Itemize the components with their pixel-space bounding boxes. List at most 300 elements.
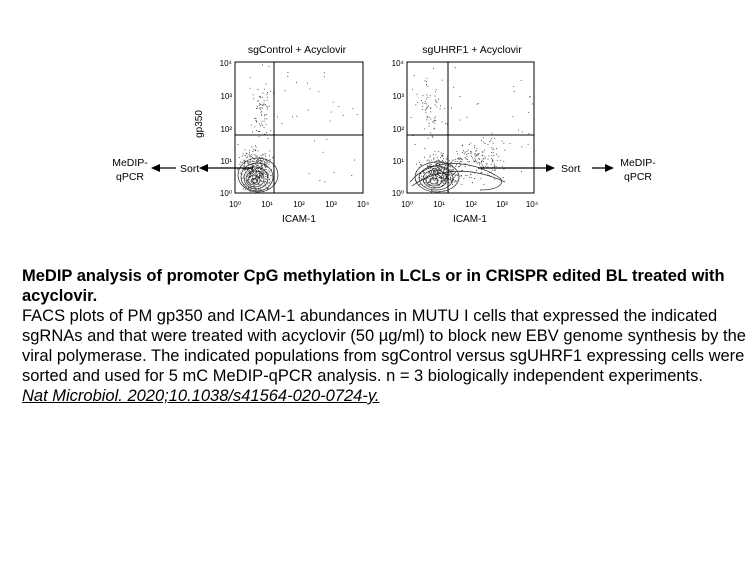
event-dot: [255, 164, 256, 165]
event-dot: [261, 107, 262, 108]
x-tick-label: 10¹: [433, 200, 445, 209]
event-dot: [459, 120, 460, 121]
event-dot: [310, 89, 311, 90]
event-dot: [419, 162, 420, 163]
event-dot: [260, 189, 261, 190]
event-dot: [267, 176, 268, 177]
event-dot: [240, 162, 241, 163]
event-dot: [256, 121, 257, 122]
event-dot: [412, 89, 413, 90]
y-tick-label: 10⁰: [391, 189, 404, 198]
sort-target-right-line2: qPCR: [623, 171, 653, 183]
event-dot: [268, 175, 269, 176]
event-dot: [430, 133, 431, 134]
event-dot: [443, 180, 444, 181]
event-dot: [423, 173, 424, 174]
event-dot: [429, 123, 430, 124]
event-dot: [440, 105, 441, 106]
event-dot: [267, 138, 268, 139]
sort-target-left-line1: MeDIP-: [112, 157, 148, 169]
event-dot: [449, 160, 450, 161]
event-dot: [464, 153, 465, 154]
event-dot: [440, 109, 441, 110]
event-dots-sgcontrol: [237, 64, 358, 192]
event-dot: [446, 162, 447, 163]
event-dot: [265, 153, 266, 154]
event-dot: [436, 177, 437, 178]
event-dot: [261, 166, 262, 167]
event-dot: [496, 154, 497, 155]
event-dot: [483, 142, 484, 143]
event-dot: [255, 118, 256, 119]
event-dot: [482, 164, 483, 165]
event-dot: [261, 155, 262, 156]
event-dot: [432, 137, 433, 138]
event-dot: [438, 160, 439, 161]
event-dot: [292, 116, 293, 117]
event-dot: [255, 154, 256, 155]
event-dot: [438, 167, 439, 168]
event-dot: [494, 164, 495, 165]
event-dot: [477, 148, 478, 149]
event-dot: [436, 163, 437, 164]
event-dot: [252, 166, 253, 167]
facs-panel-sgcontrol: [194, 44, 370, 225]
event-dot: [248, 163, 249, 164]
event-dot: [456, 181, 457, 182]
event-dot: [262, 171, 263, 172]
event-dot: [478, 153, 479, 154]
event-dot: [261, 171, 262, 172]
x-tick-label: 10⁰: [228, 200, 242, 209]
event-dot: [264, 161, 265, 162]
event-dot: [452, 184, 453, 185]
event-dot: [238, 144, 239, 145]
event-dot: [448, 173, 449, 174]
event-dot: [431, 190, 432, 191]
event-dot: [261, 124, 262, 125]
event-dot: [352, 108, 353, 109]
event-dot: [450, 177, 451, 178]
event-dot: [436, 101, 437, 102]
event-dot: [435, 96, 436, 97]
event-dot: [430, 111, 431, 112]
event-dot: [461, 161, 462, 162]
event-dot: [455, 172, 456, 173]
event-dot: [244, 161, 245, 162]
event-dot: [425, 101, 426, 102]
event-dot: [265, 156, 266, 157]
event-dot: [446, 169, 447, 170]
event-dot: [446, 171, 447, 172]
event-dot: [247, 163, 248, 164]
event-dot: [258, 170, 259, 171]
panel-title-sgcontrol: sgControl + Acyclovir: [247, 44, 347, 56]
event-dot: [472, 182, 473, 183]
x-tick-label: 10²: [465, 200, 477, 209]
event-dot: [479, 165, 480, 166]
event-dot: [451, 162, 452, 163]
event-dot: [444, 180, 445, 181]
event-dot: [254, 186, 255, 187]
event-dot: [254, 179, 255, 180]
event-dot: [521, 80, 522, 81]
event-dot: [456, 164, 457, 165]
x-tick-label: 10³: [325, 200, 337, 209]
event-dot: [491, 152, 492, 153]
event-dot: [267, 162, 268, 163]
event-dot: [494, 138, 495, 139]
event-dot: [433, 177, 434, 178]
event-dot: [259, 175, 260, 176]
event-dot: [261, 180, 262, 181]
event-dot: [488, 144, 489, 145]
event-dot: [251, 172, 252, 173]
event-dot: [503, 143, 504, 144]
event-dot: [461, 175, 462, 176]
event-dot: [248, 162, 249, 163]
event-dot: [250, 191, 251, 192]
sort-label-right: Sort: [561, 163, 581, 175]
event-dot: [262, 162, 263, 163]
event-dot: [429, 126, 430, 127]
event-dot: [250, 88, 251, 89]
event-dot: [455, 161, 456, 162]
event-dot: [250, 156, 251, 157]
event-dot: [459, 159, 460, 160]
y-tick-label: 10⁰: [219, 189, 232, 198]
event-dot: [268, 188, 269, 189]
event-dot: [422, 109, 423, 110]
event-dot: [251, 147, 252, 148]
event-dot: [334, 172, 335, 173]
event-dot: [441, 153, 442, 154]
event-dot: [482, 152, 483, 153]
event-dot: [438, 99, 439, 100]
event-dot: [270, 175, 271, 176]
event-dot: [471, 156, 472, 157]
event-dot: [260, 161, 261, 162]
event-dot: [246, 157, 247, 158]
event-dot: [244, 184, 245, 185]
event-dot: [264, 127, 265, 128]
event-dot: [308, 110, 309, 111]
event-dot: [445, 179, 446, 180]
event-dot: [442, 161, 443, 162]
event-dot: [259, 96, 260, 97]
event-dot: [478, 103, 479, 104]
event-dot: [449, 169, 450, 170]
event-dot: [262, 167, 263, 168]
event-dot: [498, 156, 499, 157]
event-dot: [270, 130, 271, 131]
event-dot: [264, 173, 265, 174]
sort-annotation-right: [478, 157, 656, 183]
event-dot: [489, 141, 490, 142]
event-dot: [251, 169, 252, 170]
event-dot: [425, 103, 426, 104]
event-dot: [265, 105, 266, 106]
y-tick-label: 10²: [392, 125, 404, 134]
event-dot: [462, 170, 463, 171]
event-dot: [430, 166, 431, 167]
event-dot: [457, 161, 458, 162]
event-dot: [427, 107, 428, 108]
event-dot: [267, 161, 268, 162]
event-dot: [330, 121, 331, 122]
event-dot: [485, 166, 486, 167]
event-dot: [459, 157, 460, 158]
event-dot: [433, 68, 434, 69]
event-dot: [444, 183, 445, 184]
caption-body: FACS plots of PM gp350 and ICAM-1 abundances in MUTU I cells that expressed the indicated sgRNAs and that were treated with acyclovir (50 µg/ml) to block new EBV genome synthesis by the viral polymerase. The indicated populations from sgControl versus sgUHRF1 expressing cells were sorted and used for 5 mC MeDIP-qPCR analysis. n = 3 biologically independent experiments.: [22, 307, 746, 385]
event-dot: [435, 104, 436, 105]
event-dot: [494, 179, 495, 180]
event-dot: [433, 154, 434, 155]
event-dot: [468, 153, 469, 154]
event-dot: [434, 118, 435, 119]
event-dot: [490, 140, 491, 141]
event-dot: [500, 160, 501, 161]
event-dot: [493, 152, 494, 153]
event-dot: [267, 97, 268, 98]
event-dot: [256, 120, 257, 121]
event-dot: [333, 102, 334, 103]
event-dot: [242, 156, 243, 157]
event-dot: [430, 157, 431, 158]
citation-link[interactable]: Nat Microbiol. 2020;10.1038/s41564-020-0724-y.: [22, 387, 380, 405]
event-dot: [270, 181, 271, 182]
event-dot: [268, 182, 269, 183]
event-dot: [326, 139, 327, 140]
event-dot: [262, 155, 263, 156]
event-dot: [492, 161, 493, 162]
event-dot: [472, 157, 473, 158]
event-dot: [462, 159, 463, 160]
y-ticks-sguhrf1: [392, 59, 405, 198]
event-dot: [451, 107, 452, 108]
event-dot: [261, 176, 262, 177]
event-dot: [466, 159, 467, 160]
event-dot: [442, 154, 443, 155]
event-dot: [422, 106, 423, 107]
event-dot: [466, 156, 467, 157]
event-dot: [459, 162, 460, 163]
facs-figure: [0, 0, 756, 260]
event-dot: [485, 158, 486, 159]
event-dot: [426, 95, 427, 96]
event-dot: [434, 158, 435, 159]
x-tick-label: 10⁴: [356, 200, 370, 209]
event-dot: [257, 106, 258, 107]
event-dot: [443, 158, 444, 159]
event-dot: [491, 138, 492, 139]
event-dot: [253, 161, 254, 162]
event-dot: [473, 160, 474, 161]
event-dot: [267, 94, 268, 95]
event-dot: [416, 164, 417, 165]
event-dot: [260, 175, 261, 176]
event-dot: [287, 76, 288, 77]
event-dot: [463, 150, 464, 151]
event-dot: [436, 168, 437, 169]
event-dot: [239, 164, 240, 165]
event-dot: [475, 156, 476, 157]
event-dot: [431, 164, 432, 165]
event-dot: [427, 86, 428, 87]
event-dot: [259, 157, 260, 158]
event-dot: [521, 171, 522, 172]
event-dot: [485, 143, 486, 144]
event-dot: [504, 150, 505, 151]
event-dot: [495, 170, 496, 171]
event-dot: [257, 168, 258, 169]
event-dot: [440, 165, 441, 166]
event-dot: [529, 97, 530, 98]
event-dot: [455, 180, 456, 181]
event-dot: [248, 175, 249, 176]
event-dot: [252, 180, 253, 181]
event-dot: [431, 173, 432, 174]
event-dot: [430, 168, 431, 169]
event-dot: [424, 157, 425, 158]
event-dot: [244, 155, 245, 156]
event-dot: [259, 103, 260, 104]
event-dots-sguhrf1: [411, 67, 533, 192]
event-dot: [263, 173, 264, 174]
event-dot: [261, 114, 262, 115]
event-dot: [478, 158, 479, 159]
event-dot: [435, 171, 436, 172]
event-dot: [429, 181, 430, 182]
event-dot: [438, 183, 439, 184]
event-dot: [257, 156, 258, 157]
event-dot: [491, 158, 492, 159]
event-dot: [471, 152, 472, 153]
event-dot: [267, 107, 268, 108]
event-dot: [487, 163, 488, 164]
event-dot: [503, 177, 504, 178]
event-dot: [260, 96, 261, 97]
event-dot: [434, 168, 435, 169]
event-dot: [513, 116, 514, 117]
y-tick-label: 10⁴: [391, 59, 404, 68]
event-dot: [483, 161, 484, 162]
event-dot: [421, 179, 422, 180]
sort-target-arrow-head-icon: [151, 164, 160, 172]
event-dot: [426, 81, 427, 82]
event-dot: [424, 172, 425, 173]
event-dot: [440, 161, 441, 162]
event-dot: [476, 170, 477, 171]
event-dot: [454, 174, 455, 175]
event-dot: [493, 155, 494, 156]
event-dot: [424, 128, 425, 129]
event-dot: [449, 174, 450, 175]
caption-title: MeDIP analysis of promoter CpG methylation in LCLs or in CRISPR edited BL treated with acyclovir.: [22, 267, 725, 305]
event-dot: [260, 158, 261, 159]
event-dot: [476, 161, 477, 162]
event-dot: [260, 104, 261, 105]
contour-cluster-sgcontrol: [238, 158, 278, 192]
event-dot: [493, 149, 494, 150]
event-dot: [455, 166, 456, 167]
event-dot: [460, 96, 461, 97]
event-dot: [480, 178, 481, 179]
event-dot: [255, 145, 256, 146]
event-dot: [434, 128, 435, 129]
event-dot: [504, 169, 505, 170]
event-dot: [455, 176, 456, 177]
event-dot: [269, 151, 270, 152]
x-ticks-sgcontrol: [229, 200, 370, 209]
event-dot: [265, 114, 266, 115]
event-dot: [270, 91, 271, 92]
event-dot: [428, 173, 429, 174]
x-tick-label: 10¹: [261, 200, 273, 209]
event-dot: [438, 169, 439, 170]
event-dot: [465, 166, 466, 167]
event-dot: [465, 157, 466, 158]
event-dot: [443, 171, 444, 172]
event-dot: [249, 179, 250, 180]
event-dot: [452, 179, 453, 180]
sort-arrow-head-icon: [199, 164, 208, 172]
event-dot: [433, 179, 434, 180]
event-dot: [429, 117, 430, 118]
event-dot: [269, 172, 270, 173]
event-dot: [338, 106, 339, 107]
event-dot: [248, 188, 249, 189]
x-tick-label: 10²: [293, 200, 305, 209]
event-dot: [441, 122, 442, 123]
event-dot: [528, 112, 529, 113]
event-dot: [266, 119, 267, 120]
event-dot: [435, 164, 436, 165]
event-dot: [532, 104, 533, 105]
event-dot: [442, 160, 443, 161]
event-dot: [251, 124, 252, 125]
event-dot: [450, 179, 451, 180]
event-dot: [254, 169, 255, 170]
facs-panel-sguhrf1: [392, 44, 539, 225]
event-dot: [477, 155, 478, 156]
event-dot: [475, 153, 476, 154]
event-dot: [262, 173, 263, 174]
event-dot: [510, 143, 511, 144]
event-dot: [269, 162, 270, 163]
event-dot: [482, 166, 483, 167]
event-dot: [444, 175, 445, 176]
event-dot: [435, 120, 436, 121]
event-dot: [254, 126, 255, 127]
event-dot: [264, 118, 265, 119]
event-dot: [497, 160, 498, 161]
event-dot: [430, 164, 431, 165]
event-dot: [443, 153, 444, 154]
event-dot: [244, 160, 245, 161]
event-dot: [266, 132, 267, 133]
event-dot: [258, 160, 259, 161]
event-dot: [415, 144, 416, 145]
event-dot: [258, 165, 259, 166]
event-dot: [259, 136, 260, 137]
event-dot: [262, 105, 263, 106]
event-dot: [277, 116, 278, 117]
event-dot: [432, 136, 433, 137]
event-dot: [434, 170, 435, 171]
event-dot: [434, 123, 435, 124]
